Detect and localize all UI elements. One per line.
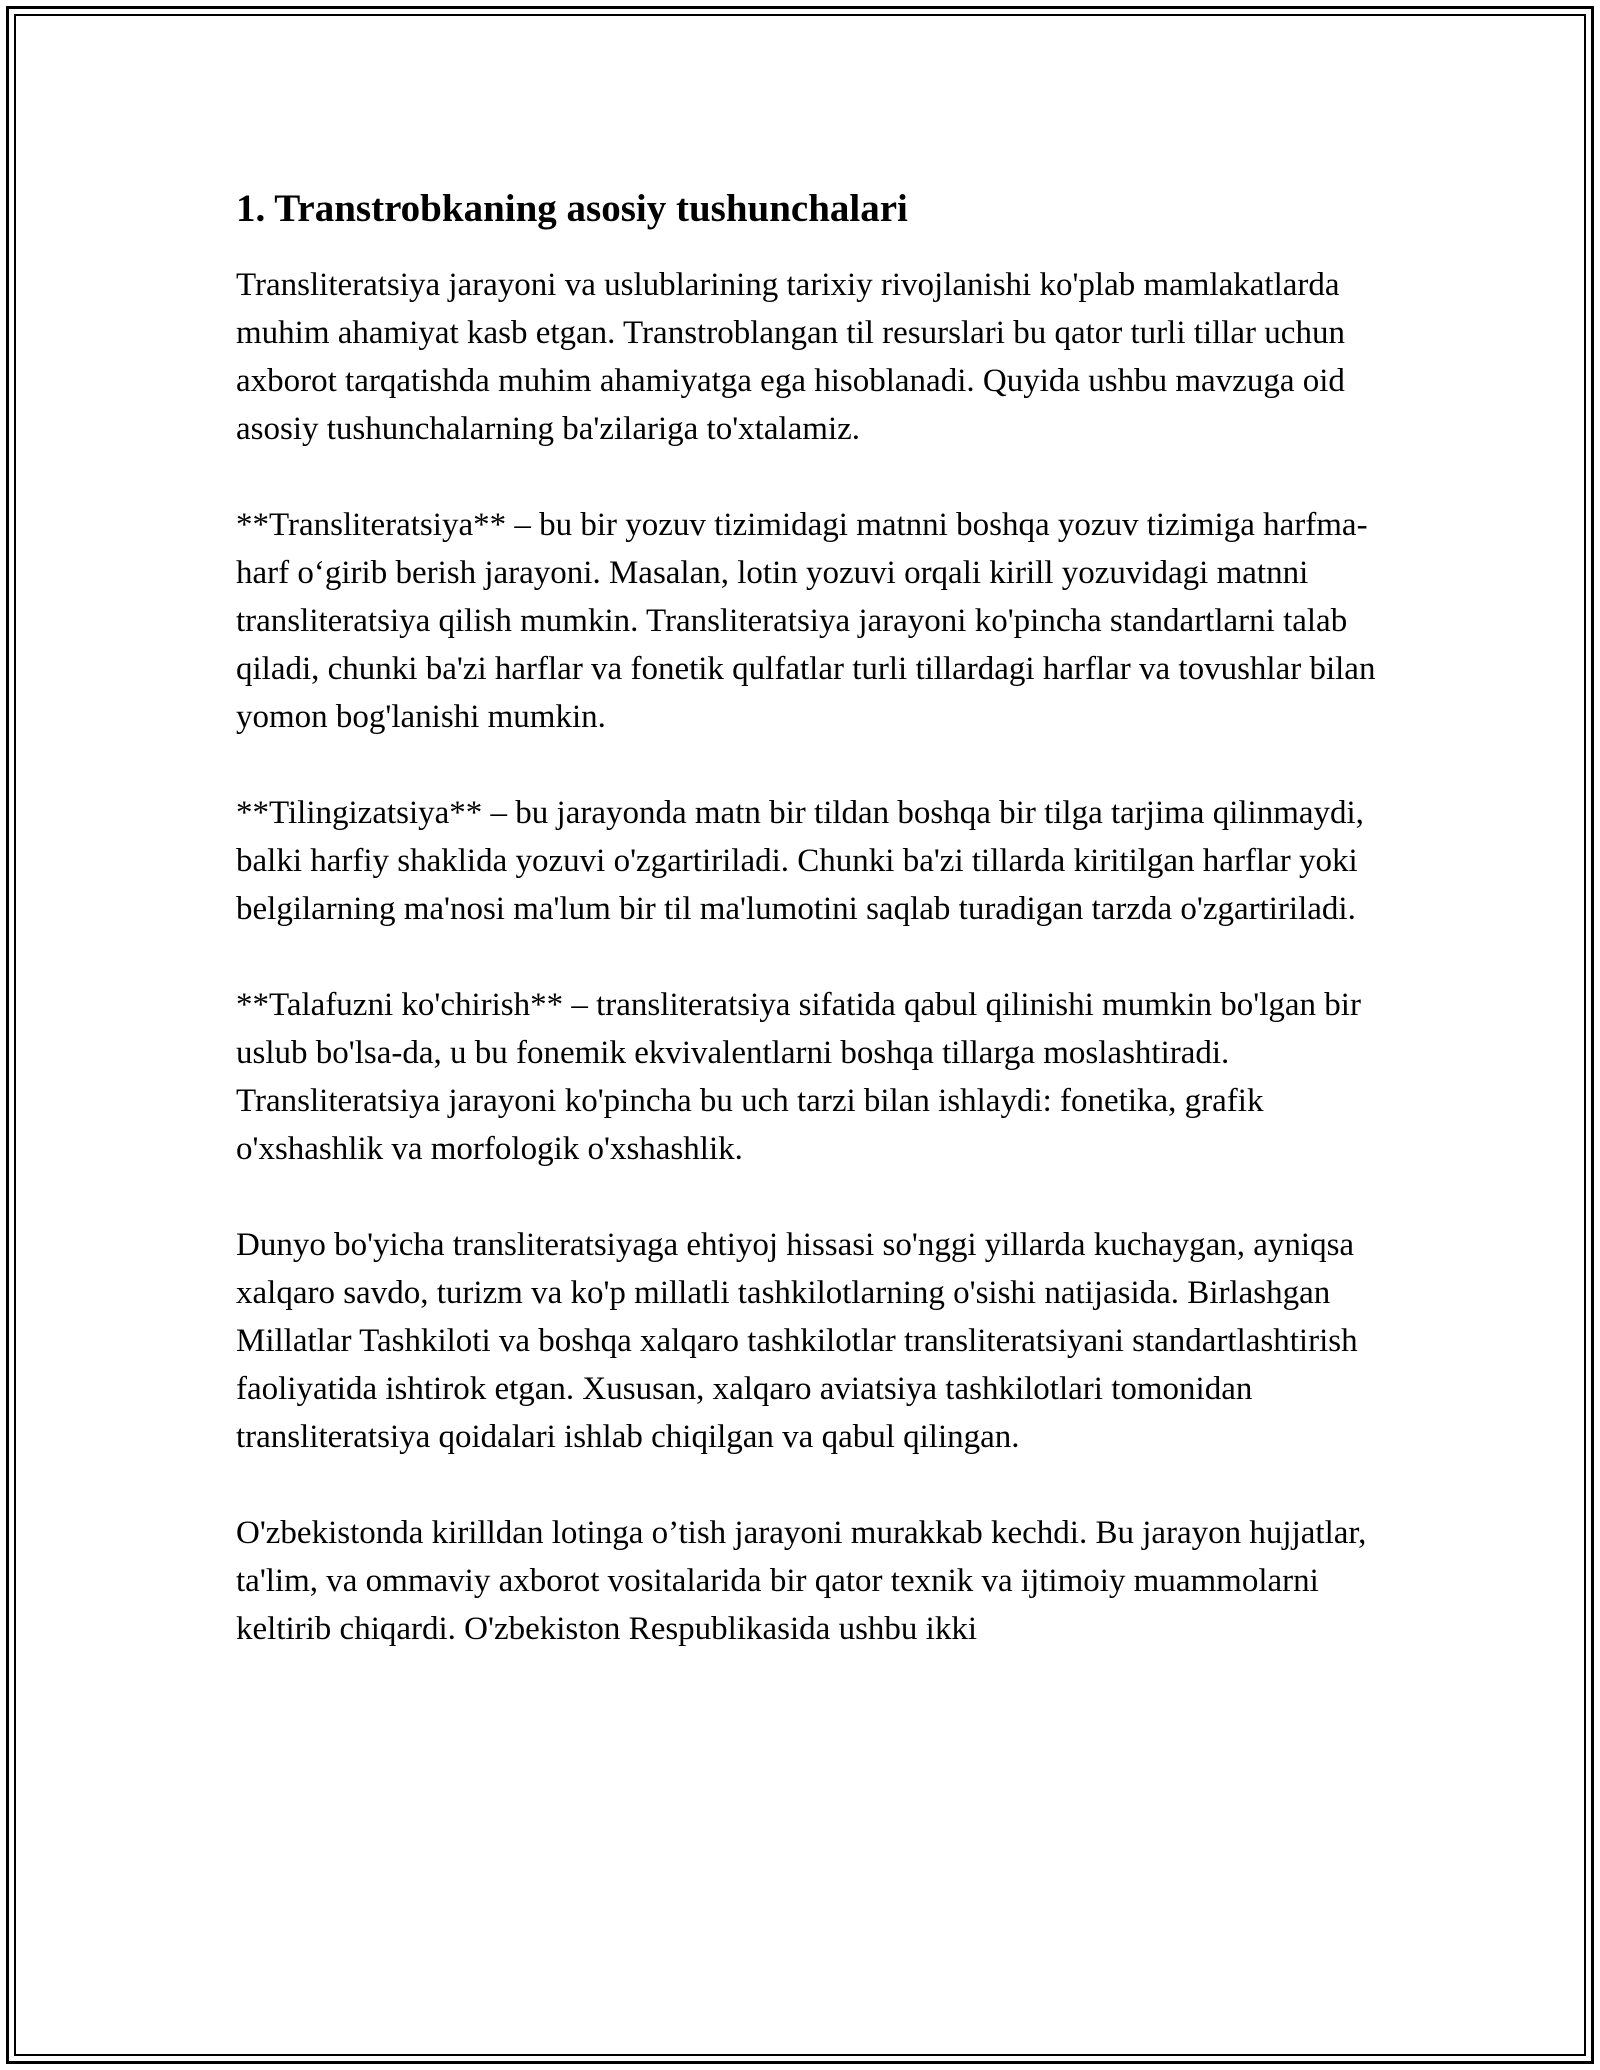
paragraph-tilingizatsiya: **Tilingizatsiya** – bu jarayonda matn bir tildan boshqa bir tilga tarjima qilinmaydi, balki harfiy shaklida yozuvi o'zgartiriladi. Chunki ba'zi tillarda kiritilgan harflar yoki belgilarning ma'nosi ma'lum bir til ma'lumotini saqlab turadigan tarzda o'zgartiriladi. xyxy=(236,794,1364,927)
paragraph-ozbekiston: O'zbekistonda kirilldan lotinga o’tish jarayoni murakkab kechdi. Bu jarayon hujjatlar, ta'lim, va ommaviy axborot vositalarida bir qator texnik va ijtimoiy muammolarni keltirib chiqardi. O'zbekiston Respublikasida ushbu ikki xyxy=(236,1514,1367,1647)
section-heading: 1. Transtrobkaning asosiy tushunchalari xyxy=(236,187,908,230)
paragraph-transliteratsiya: **Transliteratsiya** – bu bir yozuv tizimidagi matnni boshqa yozuv tizimiga harfma-harf oʻgirib berish jarayoni. Masalan, lotin yozuvi orqali kirill yozuvidagi matnni transliteratsiya qilish mumkin. Transliteratsiya jarayoni ko'pincha standartlarni talab qiladi, chunki ba'zi harflar va fonetik qulfatlar turli tillardagi harflar va tovushlar bilan yomon bog'lanishi mumkin. xyxy=(236,506,1376,735)
paragraph-talafuz: **Talafuzni ko'chirish** – transliteratsiya sifatida qabul qilinishi mumkin bo'lgan bir uslub bo'lsa-da, u bu fonemik ekvivalentlarni boshqa tillarga moslashtiradi. Transliteratsiya jarayoni ko'pincha bu uch tarzi bilan ishlaydi: fonetika, grafik o'xshashlik va morfologik o'xshashlik. xyxy=(236,986,1361,1167)
document-body xyxy=(236,186,1386,1701)
paragraph-dunyo: Dunyo bo'yicha transliteratsiyaga ehtiyoj hissasi so'nggi yillarda kuchaygan, ayniqsa xalqaro savdo, turizm va ko'p millatli tashkilotlarning o'sishi natijasida. Birlashgan Millatlar Tashkiloti va boshqa xalqaro tashkilotlar transliteratsiyani standartlashtirish faoliyatida ishtirok etgan. Xususan, xalqaro aviatsiya tashkilotlari tomonidan transliteratsiya qoidalari ishlab chiqilgan va qabul qilingan. xyxy=(236,1226,1358,1455)
paragraph-intro: Transliteratsiya jarayoni va uslublarining tarixiy rivojlanishi ko'plab mamlakatlarda muhim ahamiyat kasb etgan. Transtroblangan til resurslari bu qator turli tillar uchun axborot tarqatishda muhim ahamiyatga ega hisoblanadi. Quyida ushbu mavzuga oid asosiy tushunchalarning ba'zilariga to'xtalamiz. xyxy=(236,266,1345,447)
